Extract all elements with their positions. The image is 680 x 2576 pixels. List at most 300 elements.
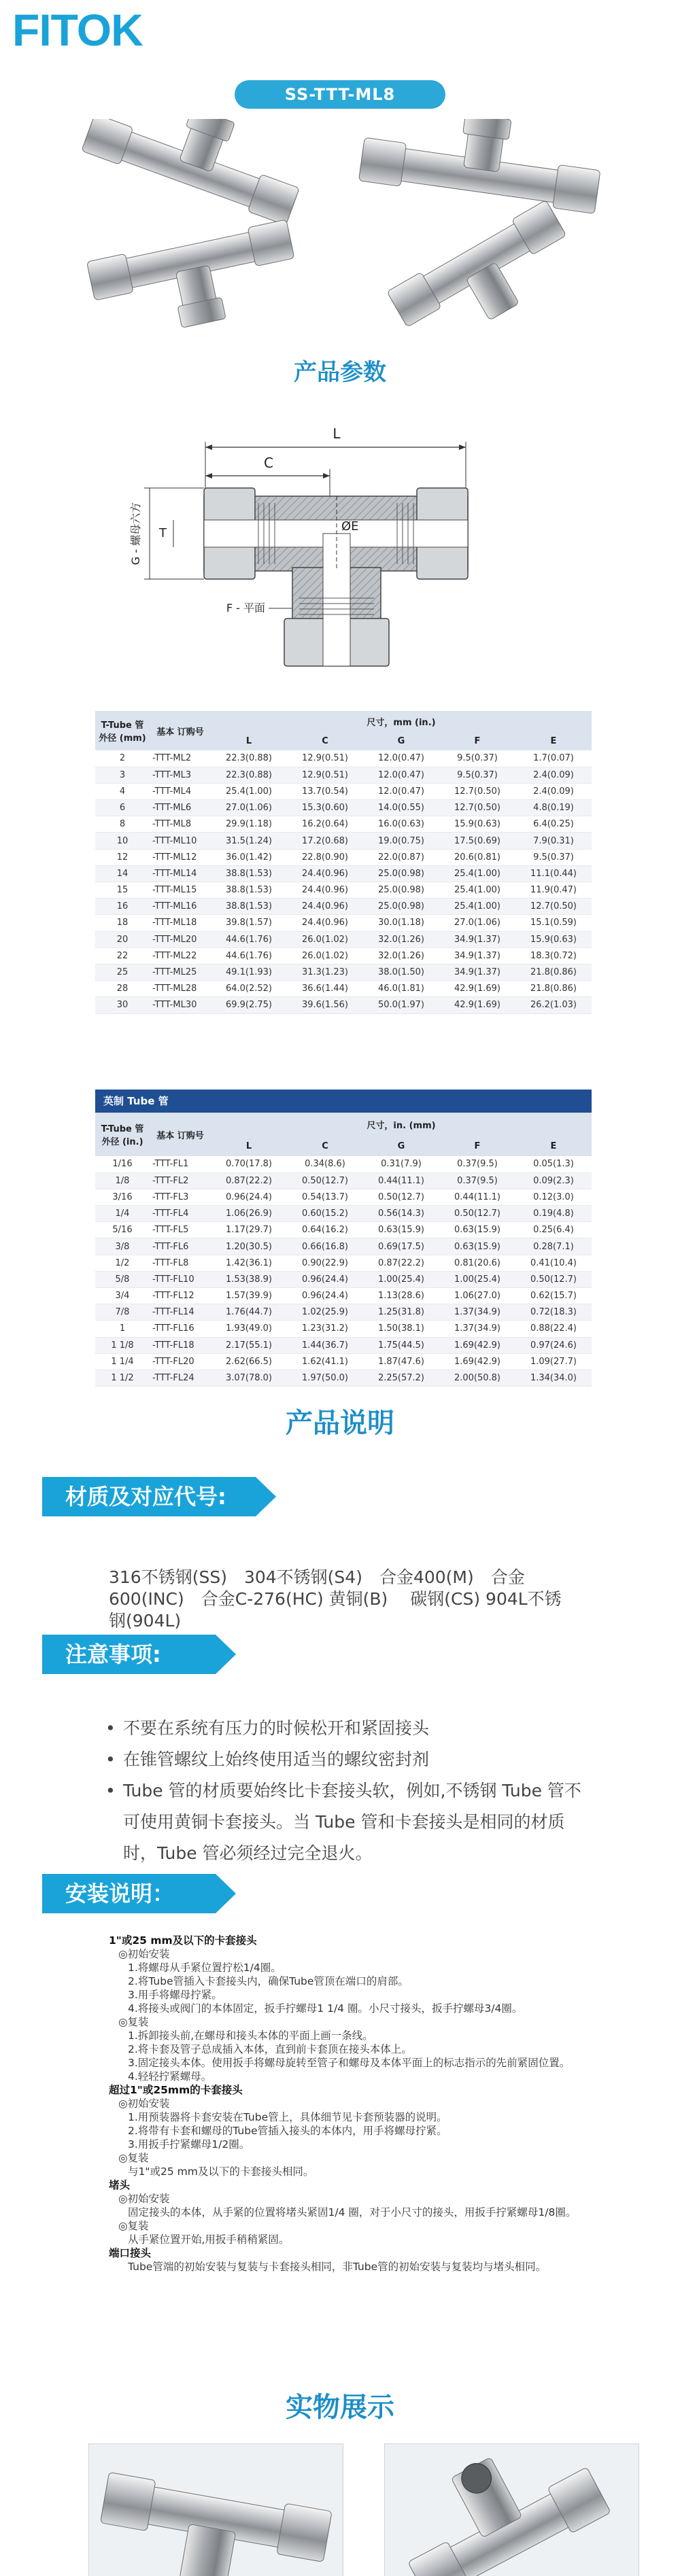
table-cell: 12.0(0.47): [363, 750, 439, 767]
imperial-dimension-table: [95, 1113, 592, 1387]
table-row: [95, 1321, 592, 1337]
table-cell: 16: [95, 899, 150, 915]
table-cell: 9.5(0.37): [515, 849, 592, 865]
table-cell: 1.02(25.9): [287, 1304, 363, 1321]
table-cell: 8: [95, 816, 150, 833]
table-cell: 15.9(0.63): [515, 931, 592, 947]
table-cell: -TTT-ML10: [150, 833, 211, 849]
materials-text: 316不锈钢(SS) 304不锈钢(S4) 合金400(M) 合金600(INC) 合金C-276(HC) 黄铜(B) 碳钢(CS) 904L不锈钢(904L): [109, 1567, 562, 1631]
table-cell: 64.0(2.52): [211, 981, 287, 997]
table-row: [95, 1206, 592, 1222]
real-photo-right: [384, 2443, 639, 2576]
table-cell: 24.4(0.96): [287, 865, 363, 882]
table-cell: 1.06(27.0): [439, 1288, 515, 1304]
table-cell: 1.09(27.7): [515, 1353, 592, 1370]
table-cell: 2.17(55.1): [211, 1337, 287, 1353]
table-cell: -TTT-ML8: [150, 816, 211, 833]
table-cell: 11.9(0.47): [515, 882, 592, 899]
table-cell: 1.06(26.9): [211, 1206, 287, 1222]
col-header-part: 基本 订购号: [150, 711, 211, 750]
table-cell: 12.9(0.51): [287, 767, 363, 783]
table-cell: 27.0(1.06): [211, 800, 287, 816]
table-cell: 0.50(12.7): [363, 1189, 439, 1205]
col-header-g: G: [363, 731, 439, 750]
table-cell: 0.63(15.9): [439, 1238, 515, 1255]
table-cell: 69.9(2.75): [211, 997, 287, 1013]
table-cell: -TTT-FL12: [150, 1288, 211, 1304]
note-item: • 不要在系统有压力的时候松开和紧固接头: [105, 1713, 581, 1744]
table-row: [95, 1370, 592, 1386]
install-line: 2.将带有卡套和螺母的Tube管插入接头的本体内，用手将螺母拧紧。: [128, 2125, 447, 2137]
table-cell: 0.72(18.3): [515, 1304, 592, 1321]
table-cell: 49.1(1.93): [211, 964, 287, 980]
table-cell: 39.8(1.57): [211, 915, 287, 931]
table-cell: 38.8(1.53): [211, 882, 287, 899]
table-cell: 0.90(22.9): [287, 1255, 363, 1271]
table-cell: 0.50(12.7): [439, 1206, 515, 1222]
table-cell: 1.62(41.1): [287, 1353, 363, 1370]
table-cell: 46.0(1.81): [363, 981, 439, 997]
col-header-c: C: [287, 1136, 363, 1156]
table-row: [95, 1255, 592, 1271]
table-cell: -TTT-FL3: [150, 1189, 211, 1205]
dim-label-L: L: [333, 425, 341, 442]
table-cell: 0.60(15.2): [287, 1206, 363, 1222]
table-cell: -TTT-FL18: [150, 1337, 211, 1353]
table-cell: 0.54(13.7): [287, 1189, 363, 1205]
table-cell: 1.23(31.2): [287, 1321, 363, 1337]
table-row: [95, 1304, 592, 1321]
col-header-dims: 尺寸，mm (in.): [211, 711, 592, 731]
notes-list: [105, 1713, 581, 1869]
table-row: [95, 750, 592, 767]
table-cell: 24.4(0.96): [287, 899, 363, 915]
table-cell: 5/8: [95, 1271, 150, 1287]
table-cell: 1.7(0.07): [515, 750, 592, 767]
table-cell: 2.4(0.09): [515, 767, 592, 783]
col-header-g: G: [363, 1136, 439, 1156]
table-row: [95, 1238, 592, 1255]
install-line: ◎复装: [118, 2220, 149, 2232]
table-cell: -TTT-ML18: [150, 915, 211, 931]
install-instructions: [109, 1934, 660, 2274]
col-header-f: F: [439, 731, 515, 750]
table-cell: 1.37(34.9): [439, 1321, 515, 1337]
col-header-l: L: [211, 1136, 287, 1156]
table-cell: 25.4(1.00): [439, 865, 515, 882]
table-cell: 0.96(24.4): [211, 1189, 287, 1205]
note-item: • Tube 管的材质要始终比卡套接头软，例如,不锈钢 Tube 管不可使用黄铜卡套接头。当 Tube 管和卡套接头是相同的材质时，Tube 管必须经过完全退火。: [105, 1775, 581, 1869]
install-line: 3.用手将螺母拧紧。: [128, 1989, 222, 2001]
table-row: [95, 1271, 592, 1287]
table-cell: -TTT-ML2: [150, 750, 211, 767]
table-cell: 9.5(0.37): [439, 767, 515, 783]
table-cell: 12.9(0.51): [287, 750, 363, 767]
table-cell: 0.62(15.7): [515, 1288, 592, 1304]
tee-fitting-illustration: [350, 119, 615, 330]
table-cell: 20.6(0.81): [439, 849, 515, 865]
table-row: [95, 915, 592, 931]
table-cell: 22.0(0.87): [363, 849, 439, 865]
table-cell: 22.8(0.90): [287, 849, 363, 865]
table-cell: 14: [95, 865, 150, 882]
table-cell: 6: [95, 800, 150, 816]
table-cell: 12: [95, 849, 150, 865]
table-cell: -TTT-ML28: [150, 981, 211, 997]
table-cell: 12.7(0.50): [439, 783, 515, 799]
table-cell: 24.4(0.96): [287, 882, 363, 899]
table-row: [95, 865, 592, 882]
table-cell: 0.19(4.8): [515, 1206, 592, 1222]
install-line: 1.用预装器将卡套安装在Tube管上，具体细节见卡套预装器的说明。: [128, 2111, 447, 2123]
install-line: 1.拆卸接头前,在螺母和接头本体的平面上画一条线。: [128, 2030, 373, 2042]
notes-heading-bar: 注意事项:: [42, 1635, 216, 1674]
table-cell: 1.93(49.0): [211, 1321, 287, 1337]
table-cell: 0.69(17.5): [363, 1238, 439, 1255]
table-cell: 25: [95, 964, 150, 980]
table-cell: -TTT-ML25: [150, 964, 211, 980]
install-subheading: 超过1"或25mm的卡套接头: [109, 2084, 243, 2096]
table-cell: 15: [95, 882, 150, 899]
materials-heading-bar: 材质及对应代号:: [42, 1477, 256, 1516]
table-cell: 17.5(0.69): [439, 833, 515, 849]
table-row: [95, 849, 592, 865]
table-cell: 1.00(25.4): [363, 1271, 439, 1287]
section-title-real-photos: 实物展示: [286, 2392, 394, 2423]
table-cell: 22.3(0.88): [211, 767, 287, 783]
table-cell: 12.7(0.50): [515, 899, 592, 915]
table-cell: 1.37(34.9): [439, 1304, 515, 1321]
install-line: Tube管端的初始安装与复装与卡套接头相同，非Tube管的初始安装与复装均与堵头相同。: [128, 2261, 547, 2273]
col-header-dims: 尺寸，in. (mm): [211, 1113, 592, 1136]
tee-fitting-photo: [89, 2444, 343, 2576]
imperial-table-caption: 英制 Tube 管: [95, 1090, 592, 1113]
section-title-params: 产品参数: [294, 359, 386, 386]
metric-dimension-table: [95, 711, 592, 1014]
table-cell: 50.0(1.97): [363, 997, 439, 1013]
table-cell: 16.2(0.64): [287, 816, 363, 833]
table-cell: 34.9(1.37): [439, 947, 515, 964]
install-line: 4.将接头或阀门的本体固定，扳手拧螺母1 1/4 圈。小尺寸接头，扳手拧螺母3/4圈。: [128, 2002, 523, 2015]
table-cell: 0.97(24.6): [515, 1337, 592, 1353]
install-line: ◎初始安装: [118, 2193, 170, 2205]
table-cell: -TTT-ML20: [150, 931, 211, 947]
table-cell: 25.4(1.00): [211, 783, 287, 799]
table-cell: 0.63(15.9): [363, 1222, 439, 1238]
table-cell: 1.75(44.5): [363, 1337, 439, 1353]
table-cell: 0.66(16.8): [287, 1238, 363, 1255]
table-cell: 38.0(1.50): [363, 964, 439, 980]
table-cell: 22: [95, 947, 150, 964]
table-cell: -TTT-FL8: [150, 1255, 211, 1271]
table-cell: 1.34(34.0): [515, 1370, 592, 1386]
table-cell: 11.1(0.44): [515, 865, 592, 882]
install-subheading: 堵头: [109, 2179, 131, 2191]
table-cell: 0.64(16.2): [287, 1222, 363, 1238]
table-cell: 27.0(1.06): [439, 915, 515, 931]
install-heading-bar: 安装说明：: [42, 1874, 216, 1913]
table-cell: 1/16: [95, 1156, 150, 1172]
table-cell: 1.87(47.6): [363, 1353, 439, 1370]
table-cell: -TTT-FL10: [150, 1271, 211, 1287]
table-cell: 1.97(50.0): [287, 1370, 363, 1386]
table-cell: -TTT-ML12: [150, 849, 211, 865]
table-cell: 1.53(38.9): [211, 1271, 287, 1287]
table-cell: 0.25(6.4): [515, 1222, 592, 1238]
table-cell: -TTT-FL6: [150, 1238, 211, 1255]
table-cell: 0.34(8.6): [287, 1156, 363, 1172]
col-header-part: 基本 订购号: [150, 1113, 211, 1156]
table-cell: -TTT-FL14: [150, 1304, 211, 1321]
table-cell: 0.96(24.4): [287, 1288, 363, 1304]
install-line: ◎复装: [118, 2152, 149, 2164]
install-line: ◎初始安装: [118, 2098, 170, 2110]
table-row: [95, 816, 592, 833]
table-row: [95, 931, 592, 947]
table-cell: 3.07(78.0): [211, 1370, 287, 1386]
table-row: [95, 997, 592, 1013]
table-cell: 4: [95, 783, 150, 799]
table-row: [95, 1189, 592, 1205]
table-cell: 5/16: [95, 1222, 150, 1238]
table-cell: -TTT-FL1: [150, 1156, 211, 1172]
table-cell: 0.96(24.4): [287, 1271, 363, 1287]
table-cell: 10: [95, 833, 150, 849]
table-cell: 20: [95, 931, 150, 947]
table-cell: 34.9(1.37): [439, 931, 515, 947]
table-cell: 25.0(0.98): [363, 865, 439, 882]
table-cell: 0.87(22.2): [211, 1172, 287, 1189]
table-cell: 3/16: [95, 1189, 150, 1205]
table-row: [95, 981, 592, 997]
table-cell: 0.37(9.5): [439, 1172, 515, 1189]
table-cell: 6.4(0.25): [515, 816, 592, 833]
dimension-drawing: [102, 394, 578, 673]
table-cell: 1.25(31.8): [363, 1304, 439, 1321]
table-cell: 15.1(0.59): [515, 915, 592, 931]
table-cell: 26.0(1.02): [287, 947, 363, 964]
table-cell: 1.69(42.9): [439, 1337, 515, 1353]
table-cell: 42.9(1.69): [439, 997, 515, 1013]
table-cell: 38.8(1.53): [211, 865, 287, 882]
real-photo-left: [88, 2443, 343, 2576]
table-cell: 0.44(11.1): [439, 1189, 515, 1205]
table-cell: 18.3(0.72): [515, 947, 592, 964]
table-cell: 0.37(9.5): [439, 1156, 515, 1172]
table-cell: 0.81(20.6): [439, 1255, 515, 1271]
table-cell: 21.8(0.86): [515, 981, 592, 997]
table-cell: 1: [95, 1321, 150, 1337]
table-cell: 12.0(0.47): [363, 783, 439, 799]
model-badge: SS-TTT-ML8: [235, 80, 445, 109]
table-cell: 9.5(0.37): [439, 750, 515, 767]
table-cell: 0.12(3.0): [515, 1189, 592, 1205]
table-cell: -TTT-ML6: [150, 800, 211, 816]
table-cell: 0.28(7.1): [515, 1238, 592, 1255]
table-cell: -TTT-ML16: [150, 899, 211, 915]
table-cell: 25.0(0.98): [363, 899, 439, 915]
table-cell: 16.0(0.63): [363, 816, 439, 833]
table-cell: 1.69(42.9): [439, 1353, 515, 1370]
table-cell: 25.4(1.00): [439, 899, 515, 915]
table-cell: 30.0(1.18): [363, 915, 439, 931]
table-cell: 22.3(0.88): [211, 750, 287, 767]
table-cell: 2.00(50.8): [439, 1370, 515, 1386]
table-cell: 2.4(0.09): [515, 783, 592, 799]
install-line: 4.轻轻拧紧螺母。: [128, 2070, 212, 2083]
table-cell: -TTT-FL20: [150, 1353, 211, 1370]
table-cell: 0.56(14.3): [363, 1206, 439, 1222]
table-cell: 15.3(0.60): [287, 800, 363, 816]
table-cell: 36.6(1.44): [287, 981, 363, 997]
table-cell: 2.25(57.2): [363, 1370, 439, 1386]
install-line: 与1"或25 mm及以下的卡套接头相同。: [128, 2165, 314, 2178]
table-cell: -TTT-ML4: [150, 783, 211, 799]
dim-label-F: F - 平面: [226, 602, 265, 614]
install-line: 固定接头的本体，从手紧的位置将堵头紧固1/4 圈，对于小尺寸的接头，用扳手拧紧螺母1/8圈。: [128, 2206, 577, 2218]
table-cell: 12.0(0.47): [363, 767, 439, 783]
table-cell: 2: [95, 750, 150, 767]
table-cell: -TTT-FL5: [150, 1222, 211, 1238]
table-cell: 1.13(28.6): [363, 1288, 439, 1304]
table-row: [95, 1353, 592, 1370]
table-cell: 44.6(1.76): [211, 947, 287, 964]
table-cell: 0.44(11.1): [363, 1172, 439, 1189]
table-cell: -TTT-ML3: [150, 767, 211, 783]
table-cell: 17.2(0.68): [287, 833, 363, 849]
table-cell: 12.7(0.50): [439, 800, 515, 816]
table-row: [95, 767, 592, 783]
table-cell: 24.4(0.96): [287, 915, 363, 931]
install-line: 2.将卡套及管子总成插入本体，直到前卡套顶在接头本体上。: [128, 2043, 412, 2055]
table-cell: 15.9(0.63): [439, 816, 515, 833]
table-cell: 1.44(36.7): [287, 1337, 363, 1353]
table-cell: 1/8: [95, 1172, 150, 1189]
section-title-description: 产品说明: [286, 1408, 394, 1439]
col-header-f: F: [439, 1136, 515, 1156]
tee-cross-section-drawing: [102, 394, 578, 673]
dim-label-G: G - 螺母六方: [129, 502, 142, 565]
table-cell: 44.6(1.76): [211, 931, 287, 947]
table-cell: 39.6(1.56): [287, 997, 363, 1013]
table-cell: 26.0(1.02): [287, 931, 363, 947]
table-cell: 38.8(1.53): [211, 899, 287, 915]
col-header-l: L: [211, 731, 287, 750]
table-cell: 0.88(22.4): [515, 1321, 592, 1337]
table-cell: -TTT-FL24: [150, 1370, 211, 1386]
table-cell: 14.0(0.55): [363, 800, 439, 816]
tee-fitting-photo: [385, 2444, 639, 2576]
table-cell: 31.5(1.24): [211, 833, 287, 849]
install-line: ◎复装: [118, 2016, 149, 2028]
table-cell: 3/8: [95, 1238, 150, 1255]
table-cell: 1.17(29.7): [211, 1222, 287, 1238]
table-cell: 31.3(1.23): [287, 964, 363, 980]
table-cell: 1/2: [95, 1255, 150, 1271]
table-cell: 0.63(15.9): [439, 1222, 515, 1238]
table-row: [95, 882, 592, 899]
table-cell: 0.50(12.7): [515, 1271, 592, 1287]
col-header-e: E: [515, 1136, 592, 1156]
install-line: 3.固定接头本体。使用扳手将螺母旋转至管子和螺母及本体平面上的标志指示的先前紧固位置。: [128, 2057, 571, 2069]
table-row: [95, 947, 592, 964]
table-row: [95, 800, 592, 816]
table-row: [95, 783, 592, 799]
table-cell: 0.50(12.7): [287, 1172, 363, 1189]
table-cell: 0.31(7.9): [363, 1156, 439, 1172]
table-cell: 1/4: [95, 1206, 150, 1222]
table-cell: 32.0(1.26): [363, 931, 439, 947]
install-line: 1.将螺母从手紧位置拧松1/4圈。: [128, 1962, 282, 1974]
table-cell: 7/8: [95, 1304, 150, 1321]
table-cell: 34.9(1.37): [439, 964, 515, 980]
table-cell: 36.0(1.42): [211, 849, 287, 865]
table-row: [95, 1156, 592, 1172]
product-photo-right: [350, 119, 615, 330]
table-cell: 1.50(38.1): [363, 1321, 439, 1337]
table-cell: 1.42(36.1): [211, 1255, 287, 1271]
table-cell: 0.87(22.2): [363, 1255, 439, 1271]
dim-label-E: ØE: [341, 519, 359, 534]
col-header-od: T-Tube 管外径 (mm): [95, 711, 150, 750]
table-cell: 0.41(10.4): [515, 1255, 592, 1271]
dim-label-C: C: [264, 455, 273, 471]
col-header-c: C: [287, 731, 363, 750]
table-cell: 26.2(1.03): [515, 997, 592, 1013]
install-line: ◎初始安装: [118, 1948, 170, 1960]
table-cell: 19.0(0.75): [363, 833, 439, 849]
table-cell: 32.0(1.26): [363, 947, 439, 964]
table-row: [95, 833, 592, 849]
table-cell: 2.62(66.5): [211, 1353, 287, 1370]
table-cell: 30: [95, 997, 150, 1013]
table-cell: 0.70(17.8): [211, 1156, 287, 1172]
table-cell: -TTT-FL16: [150, 1321, 211, 1337]
table-cell: 4.8(0.19): [515, 800, 592, 816]
table-cell: 25.0(0.98): [363, 882, 439, 899]
table-row: [95, 1222, 592, 1238]
tee-fitting-illustration: [65, 119, 323, 330]
table-row: [95, 964, 592, 980]
col-header-od: T-Tube 管外径 (in.): [95, 1113, 150, 1156]
table-cell: -TTT-ML14: [150, 865, 211, 882]
table-cell: 1.57(39.9): [211, 1288, 287, 1304]
install-subheading: 端口接头: [109, 2247, 152, 2259]
product-photo-left: [65, 119, 323, 330]
table-cell: 18: [95, 915, 150, 931]
table-cell: 21.8(0.86): [515, 964, 592, 980]
table-cell: 0.09(2.3): [515, 1172, 592, 1189]
table-cell: -TTT-FL2: [150, 1172, 211, 1189]
install-subheading: 1"或25 mm及以下的卡套接头: [109, 1934, 257, 1947]
table-cell: 13.7(0.54): [287, 783, 363, 799]
dim-label-T: T: [159, 526, 167, 540]
table-cell: 29.9(1.18): [211, 816, 287, 833]
table-cell: 3/4: [95, 1288, 150, 1304]
table-cell: 1 1/2: [95, 1370, 150, 1386]
table-cell: 7.9(0.31): [515, 833, 592, 849]
install-line: 从手紧位置开始,用扳手稍稍紧固。: [128, 2233, 290, 2246]
table-cell: -TTT-FL4: [150, 1206, 211, 1222]
col-header-e: E: [515, 731, 592, 750]
table-cell: -TTT-ML22: [150, 947, 211, 964]
table-row: [95, 1337, 592, 1353]
table-cell: 42.9(1.69): [439, 981, 515, 997]
install-line: 3.用扳手拧紧螺母1/2圈。: [128, 2138, 250, 2151]
table-cell: 28: [95, 981, 150, 997]
install-line: 2.将Tube管插入卡套接头内，确保Tube管顶在端口的肩部。: [128, 1975, 409, 1987]
table-cell: 1.20(30.5): [211, 1238, 287, 1255]
